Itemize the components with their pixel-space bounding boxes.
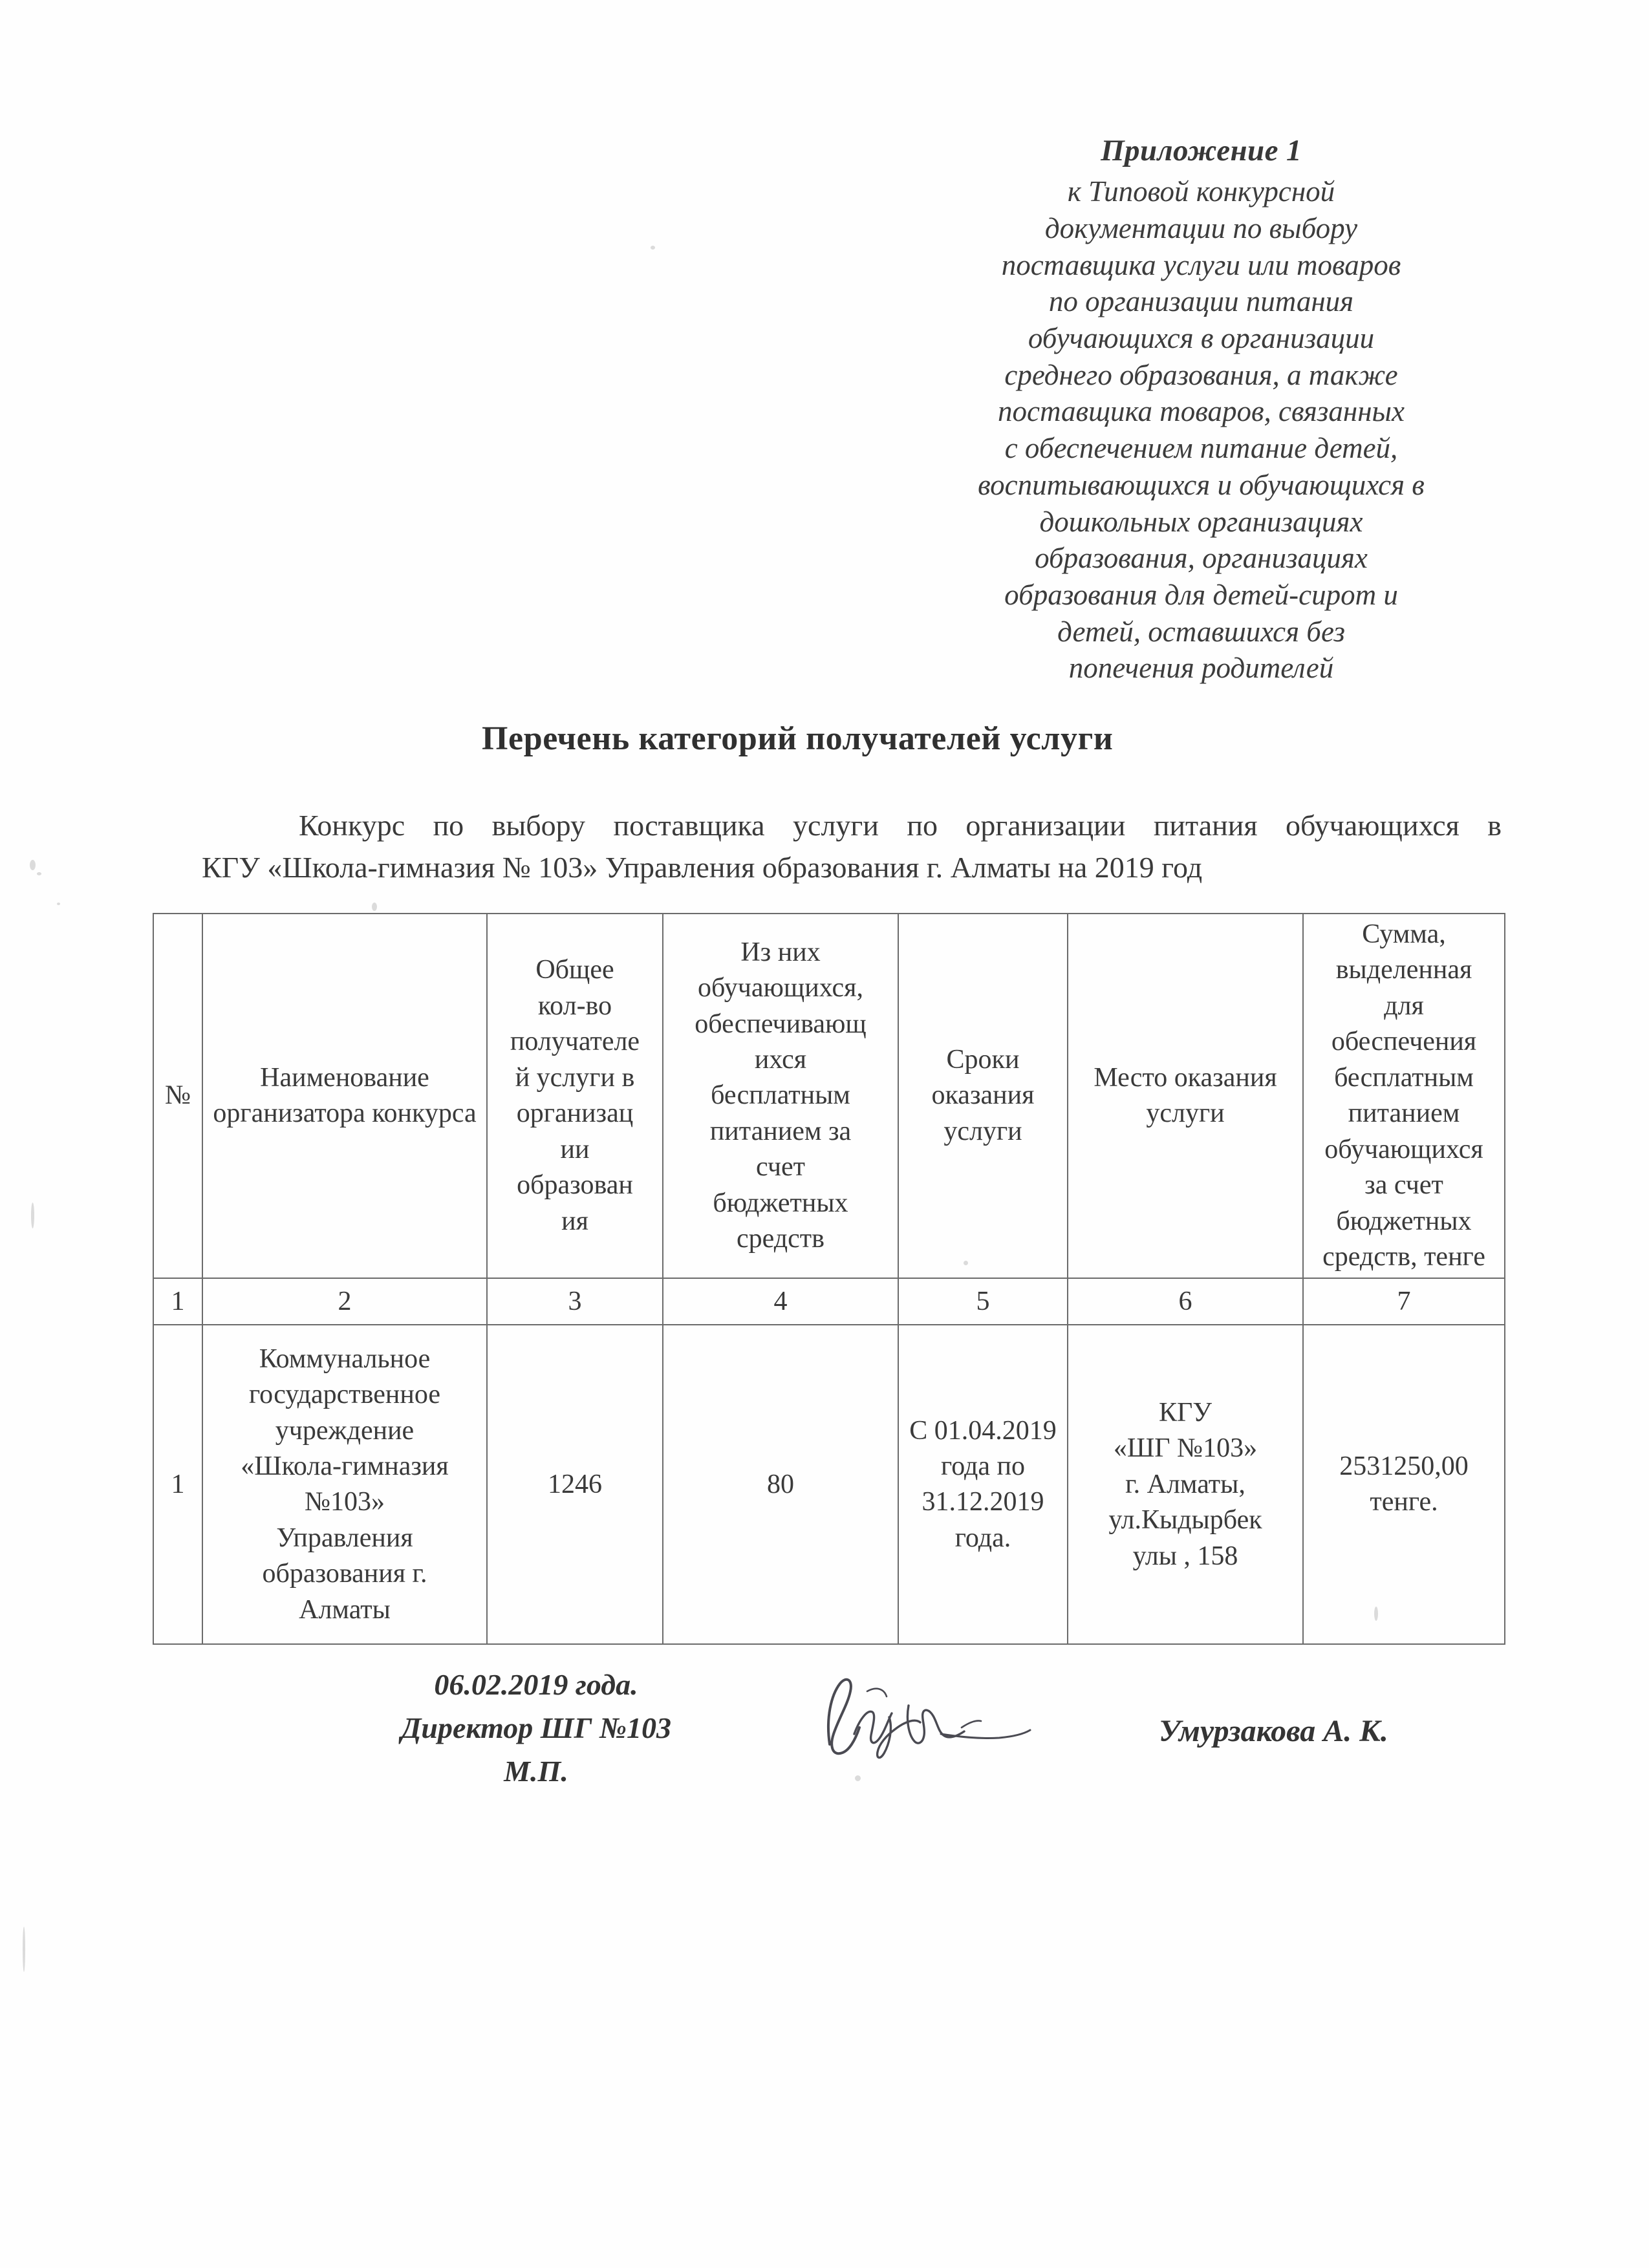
cell-free-meals-count: 80	[663, 1325, 898, 1644]
appendix-line: документации по выбору	[1044, 212, 1358, 245]
signatory-name: Умурзакова А. К.	[1159, 1714, 1388, 1748]
appendix-header-block	[909, 133, 1494, 687]
appendix-line: попечения родителей	[1068, 652, 1334, 685]
cell-row-number: 1	[153, 1325, 202, 1644]
cell-line: Коммунальное	[259, 1343, 431, 1374]
header-line: обучающихся	[1324, 1134, 1483, 1164]
cell-line: г. Алматы,	[1125, 1469, 1245, 1499]
table-header-row	[153, 914, 1505, 1278]
cell-line: №103»	[304, 1487, 385, 1517]
appendix-title: Приложение 1	[1101, 134, 1302, 167]
header-line: за счет	[1364, 1170, 1443, 1201]
cell-allocated-amount	[1303, 1325, 1505, 1644]
appendix-line: детей, оставшихся без	[1057, 615, 1345, 648]
recipients-table-wrapper	[153, 913, 1504, 1645]
appendix-line: воспитывающихся и обучающихся в	[978, 468, 1425, 501]
cell-service-place	[1068, 1325, 1303, 1644]
appendix-line: дошкольных организациях	[1039, 505, 1363, 538]
column-number: 6	[1068, 1278, 1303, 1325]
header-line: бюджетных	[713, 1188, 848, 1218]
header-line: бесплатным	[711, 1080, 850, 1111]
intro-paragraph	[202, 804, 1502, 889]
scan-speck	[651, 246, 655, 250]
header-line: ии	[560, 1134, 590, 1164]
intro-line-2: КГУ «Школа-гимназия № 103» Управления образования г. Алматы на 2019 год	[202, 851, 1203, 884]
header-cell-number: №	[153, 914, 202, 1278]
scan-speck	[57, 903, 60, 905]
cell-line: образования г.	[262, 1559, 427, 1589]
cell-line: «ШГ №103»	[1113, 1433, 1258, 1464]
appendix-line: образования для детей-сирот и	[1004, 578, 1398, 611]
header-line: бюджетных	[1336, 1206, 1472, 1236]
column-number: 7	[1303, 1278, 1505, 1325]
header-line: обучающихся,	[698, 973, 863, 1003]
scan-speck	[23, 1927, 25, 1972]
appendix-line: среднего образования, а также	[1004, 358, 1398, 391]
column-number: 1	[153, 1278, 202, 1325]
cell-total-recipients: 1246	[487, 1325, 663, 1644]
header-line: бесплатным	[1334, 1062, 1474, 1093]
cell-organizer-name	[202, 1325, 487, 1644]
table-column-numbering-row	[153, 1278, 1505, 1325]
header-line: ия	[561, 1206, 588, 1236]
scan-speck	[31, 1203, 34, 1228]
signature-block	[401, 1663, 671, 1793]
header-line: средств, тенге	[1322, 1241, 1485, 1272]
cell-line: «Школа-гимназия	[241, 1451, 449, 1481]
header-line: Общее	[535, 955, 614, 985]
header-cell-amount	[1303, 914, 1505, 1278]
cell-line: С 01.04.2019	[909, 1415, 1057, 1446]
header-line: питанием	[1348, 1098, 1460, 1129]
cell-line: Алматы	[299, 1594, 391, 1625]
intro-line-1: Конкурс по выбору поставщика услуги по организации питания обучающихся в	[299, 809, 1502, 842]
header-line: образован	[517, 1170, 633, 1201]
header-line: кол-во	[537, 990, 612, 1021]
header-cell-free-meals	[663, 914, 898, 1278]
header-cell-total-recipients	[487, 914, 663, 1278]
cell-line: года.	[954, 1523, 1011, 1553]
header-line: обеспечения	[1331, 1027, 1477, 1057]
appendix-line: поставщика услуги или товаров	[1001, 248, 1401, 281]
header-cell-place: Место оказания услуги	[1068, 914, 1303, 1278]
cell-line: государственное	[248, 1380, 440, 1410]
header-cell-term: Сроки оказания услуги	[898, 914, 1068, 1278]
header-line: выделенная	[1335, 955, 1472, 985]
scan-speck	[855, 1775, 861, 1781]
header-line: ихся	[754, 1045, 807, 1075]
appendix-line: образования, организациях	[1035, 542, 1368, 575]
header-line: Сумма,	[1362, 919, 1446, 949]
scan-speck	[37, 872, 41, 875]
cell-line: года по	[941, 1451, 1025, 1481]
header-line: средств	[737, 1224, 824, 1254]
header-line: питанием за	[709, 1116, 852, 1146]
header-line: Из них	[740, 937, 821, 967]
signature-date: 06.02.2019 года.	[434, 1668, 638, 1701]
header-line: для	[1384, 990, 1424, 1021]
appendix-line: к Типовой конкурсной	[1067, 175, 1335, 208]
header-line: организац	[516, 1098, 634, 1129]
recipients-table	[153, 913, 1505, 1645]
handwritten-signature-icon	[812, 1672, 1070, 1762]
scan-speck	[30, 860, 36, 870]
appendix-line: по организации питания	[1048, 285, 1354, 318]
cell-line: 31.12.2019	[921, 1487, 1044, 1517]
page-title: Перечень категорий получателей услуги	[482, 720, 1114, 757]
signature-role: Директор ШГ №103	[401, 1711, 671, 1745]
header-line: й услуги в	[515, 1062, 635, 1093]
column-number: 5	[898, 1278, 1068, 1325]
appendix-line: поставщика товаров, связанных	[998, 395, 1405, 428]
header-line: обеспечивающ	[695, 1009, 867, 1039]
cell-service-term	[898, 1325, 1068, 1644]
column-number: 3	[487, 1278, 663, 1325]
cell-line: Управления	[276, 1523, 413, 1553]
cell-line: ул.Кыдырбек	[1108, 1505, 1262, 1535]
signature-stamp-label: М.П.	[504, 1755, 568, 1788]
cell-line: тенге.	[1370, 1487, 1438, 1517]
header-line: счет	[756, 1152, 805, 1182]
appendix-line: с обеспечением питание детей,	[1004, 432, 1398, 465]
header-cell-organizer: Наименование организатора конкурса	[202, 914, 487, 1278]
cell-line: учреждение	[275, 1415, 415, 1446]
header-line: получателе	[510, 1027, 640, 1057]
appendix-line: обучающихся в организации	[1028, 322, 1375, 355]
cell-line: 2531250,00	[1339, 1451, 1469, 1481]
cell-line: КГУ	[1158, 1397, 1212, 1428]
cell-line: улы , 158	[1132, 1541, 1238, 1571]
column-number: 2	[202, 1278, 487, 1325]
scan-speck	[372, 903, 377, 911]
column-number: 4	[663, 1278, 898, 1325]
table-row	[153, 1325, 1505, 1644]
